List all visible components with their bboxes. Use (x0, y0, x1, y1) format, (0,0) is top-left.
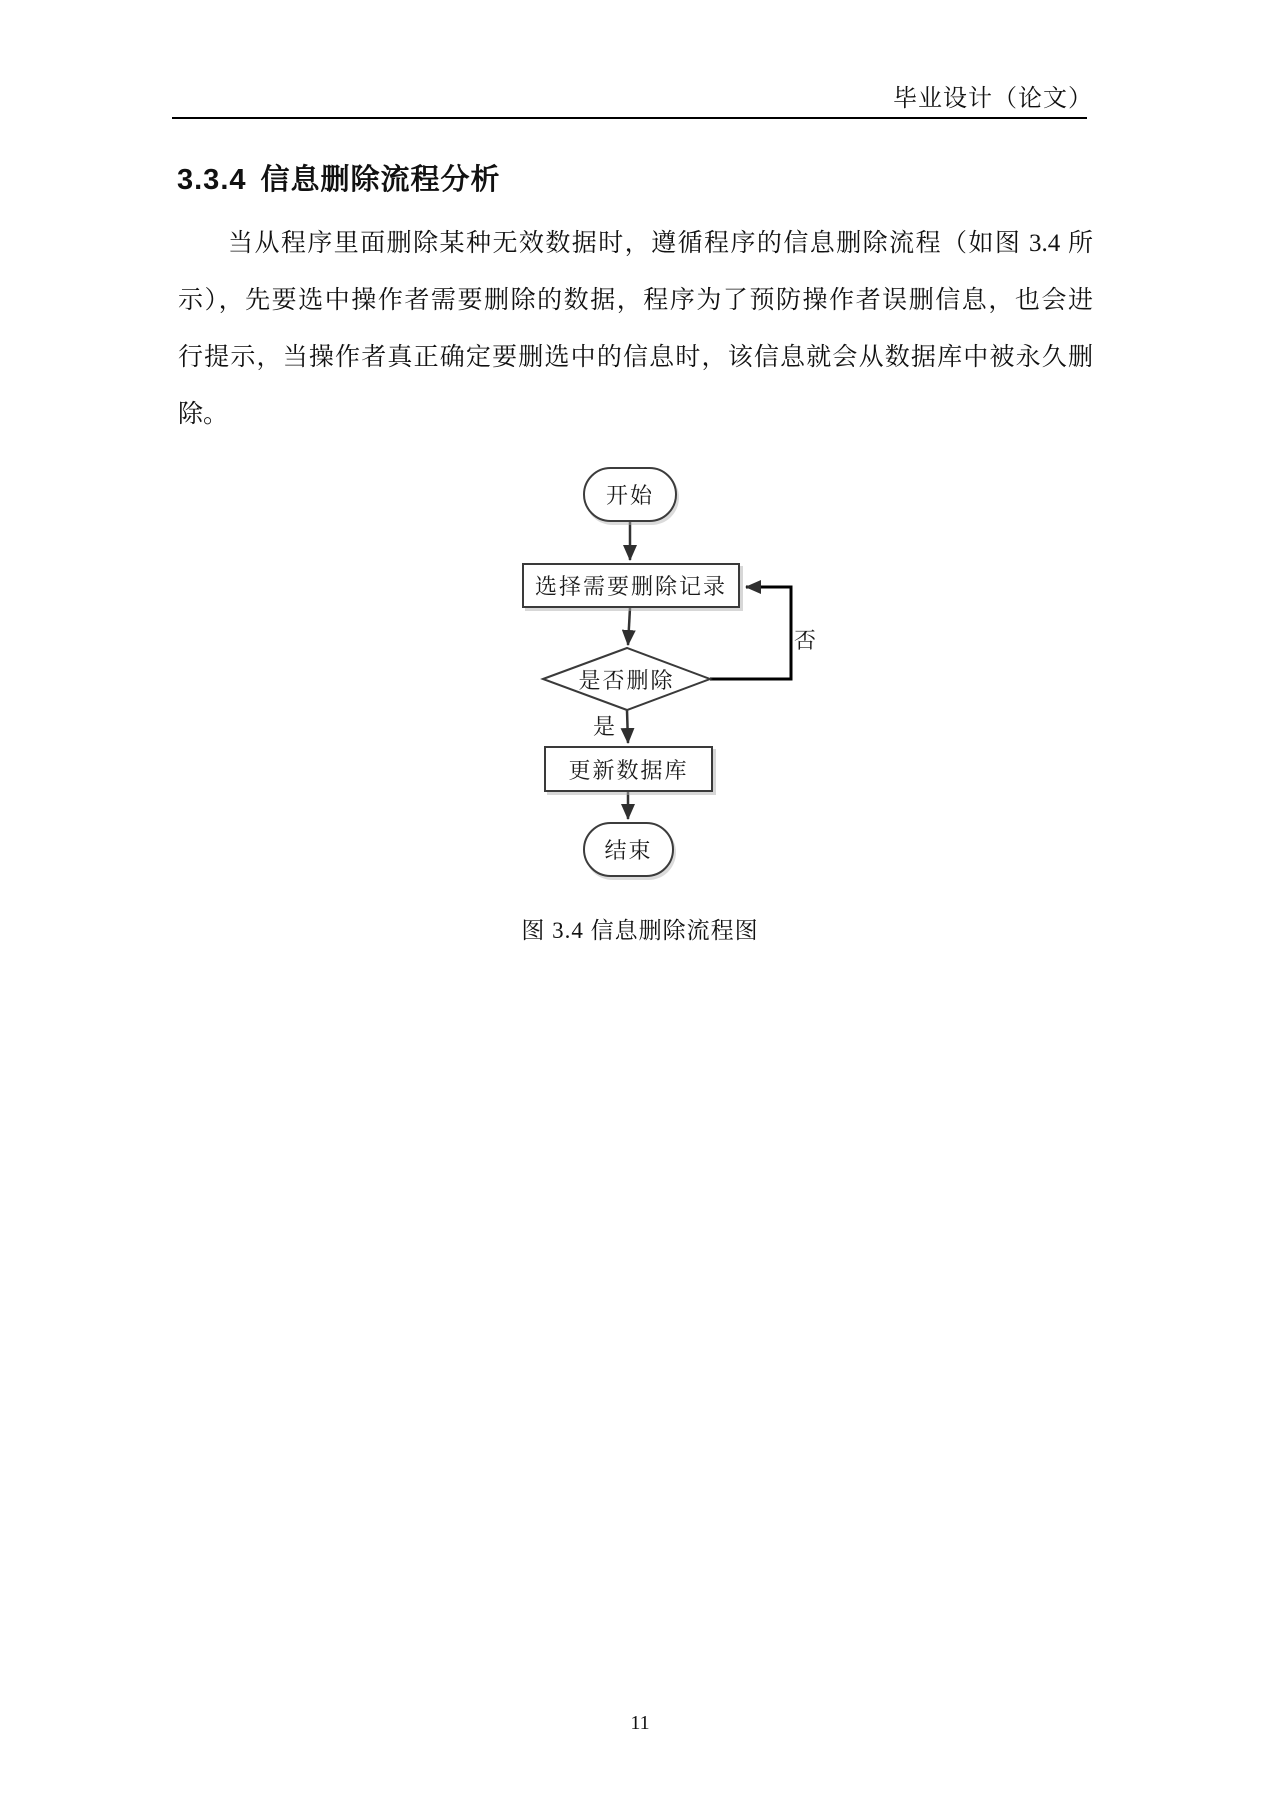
section-heading (177, 160, 501, 200)
page-header-title: 毕业设计（论文） (893, 86, 1093, 112)
edge-label-no: 否 (794, 628, 817, 653)
paragraph-line: 当从程序里面删除某种无效数据时，遵循程序的信息删除流程（如图 3.4 所 (228, 230, 1093, 257)
flow-node-update-db: 更新数据库 (544, 746, 713, 792)
section-number: 3.3.4 (177, 164, 247, 196)
paragraph-line: 除。 (178, 401, 229, 428)
section-title: 信息删除流程分析 (260, 164, 501, 196)
flowchart-delete-process (500, 460, 840, 890)
flow-node-start: 开始 (583, 467, 677, 522)
flow-node-end: 结束 (583, 822, 674, 877)
edge-label-yes: 是 (593, 714, 616, 739)
paragraph-line: 行提示，当操作者真正确定要删选中的信息时，该信息就会从数据库中被永久删 (178, 344, 1093, 371)
flow-arrow-decision-to-update (627, 710, 628, 743)
flow-arrow-select-to-decision (628, 608, 630, 645)
flow-node-decision: 是否删除 (578, 667, 675, 693)
flow-node-select-record: 选择需要删除记录 (522, 563, 740, 608)
page-number: 11 (630, 1712, 650, 1734)
paragraph-line: 示），先要选中操作者需要删除的数据，程序为了预防操作者误删信息，也会进 (178, 287, 1093, 314)
header-rule (172, 117, 1087, 119)
figure-caption: 图 3.4 信息删除流程图 (521, 918, 759, 943)
body-paragraph (178, 215, 1093, 443)
